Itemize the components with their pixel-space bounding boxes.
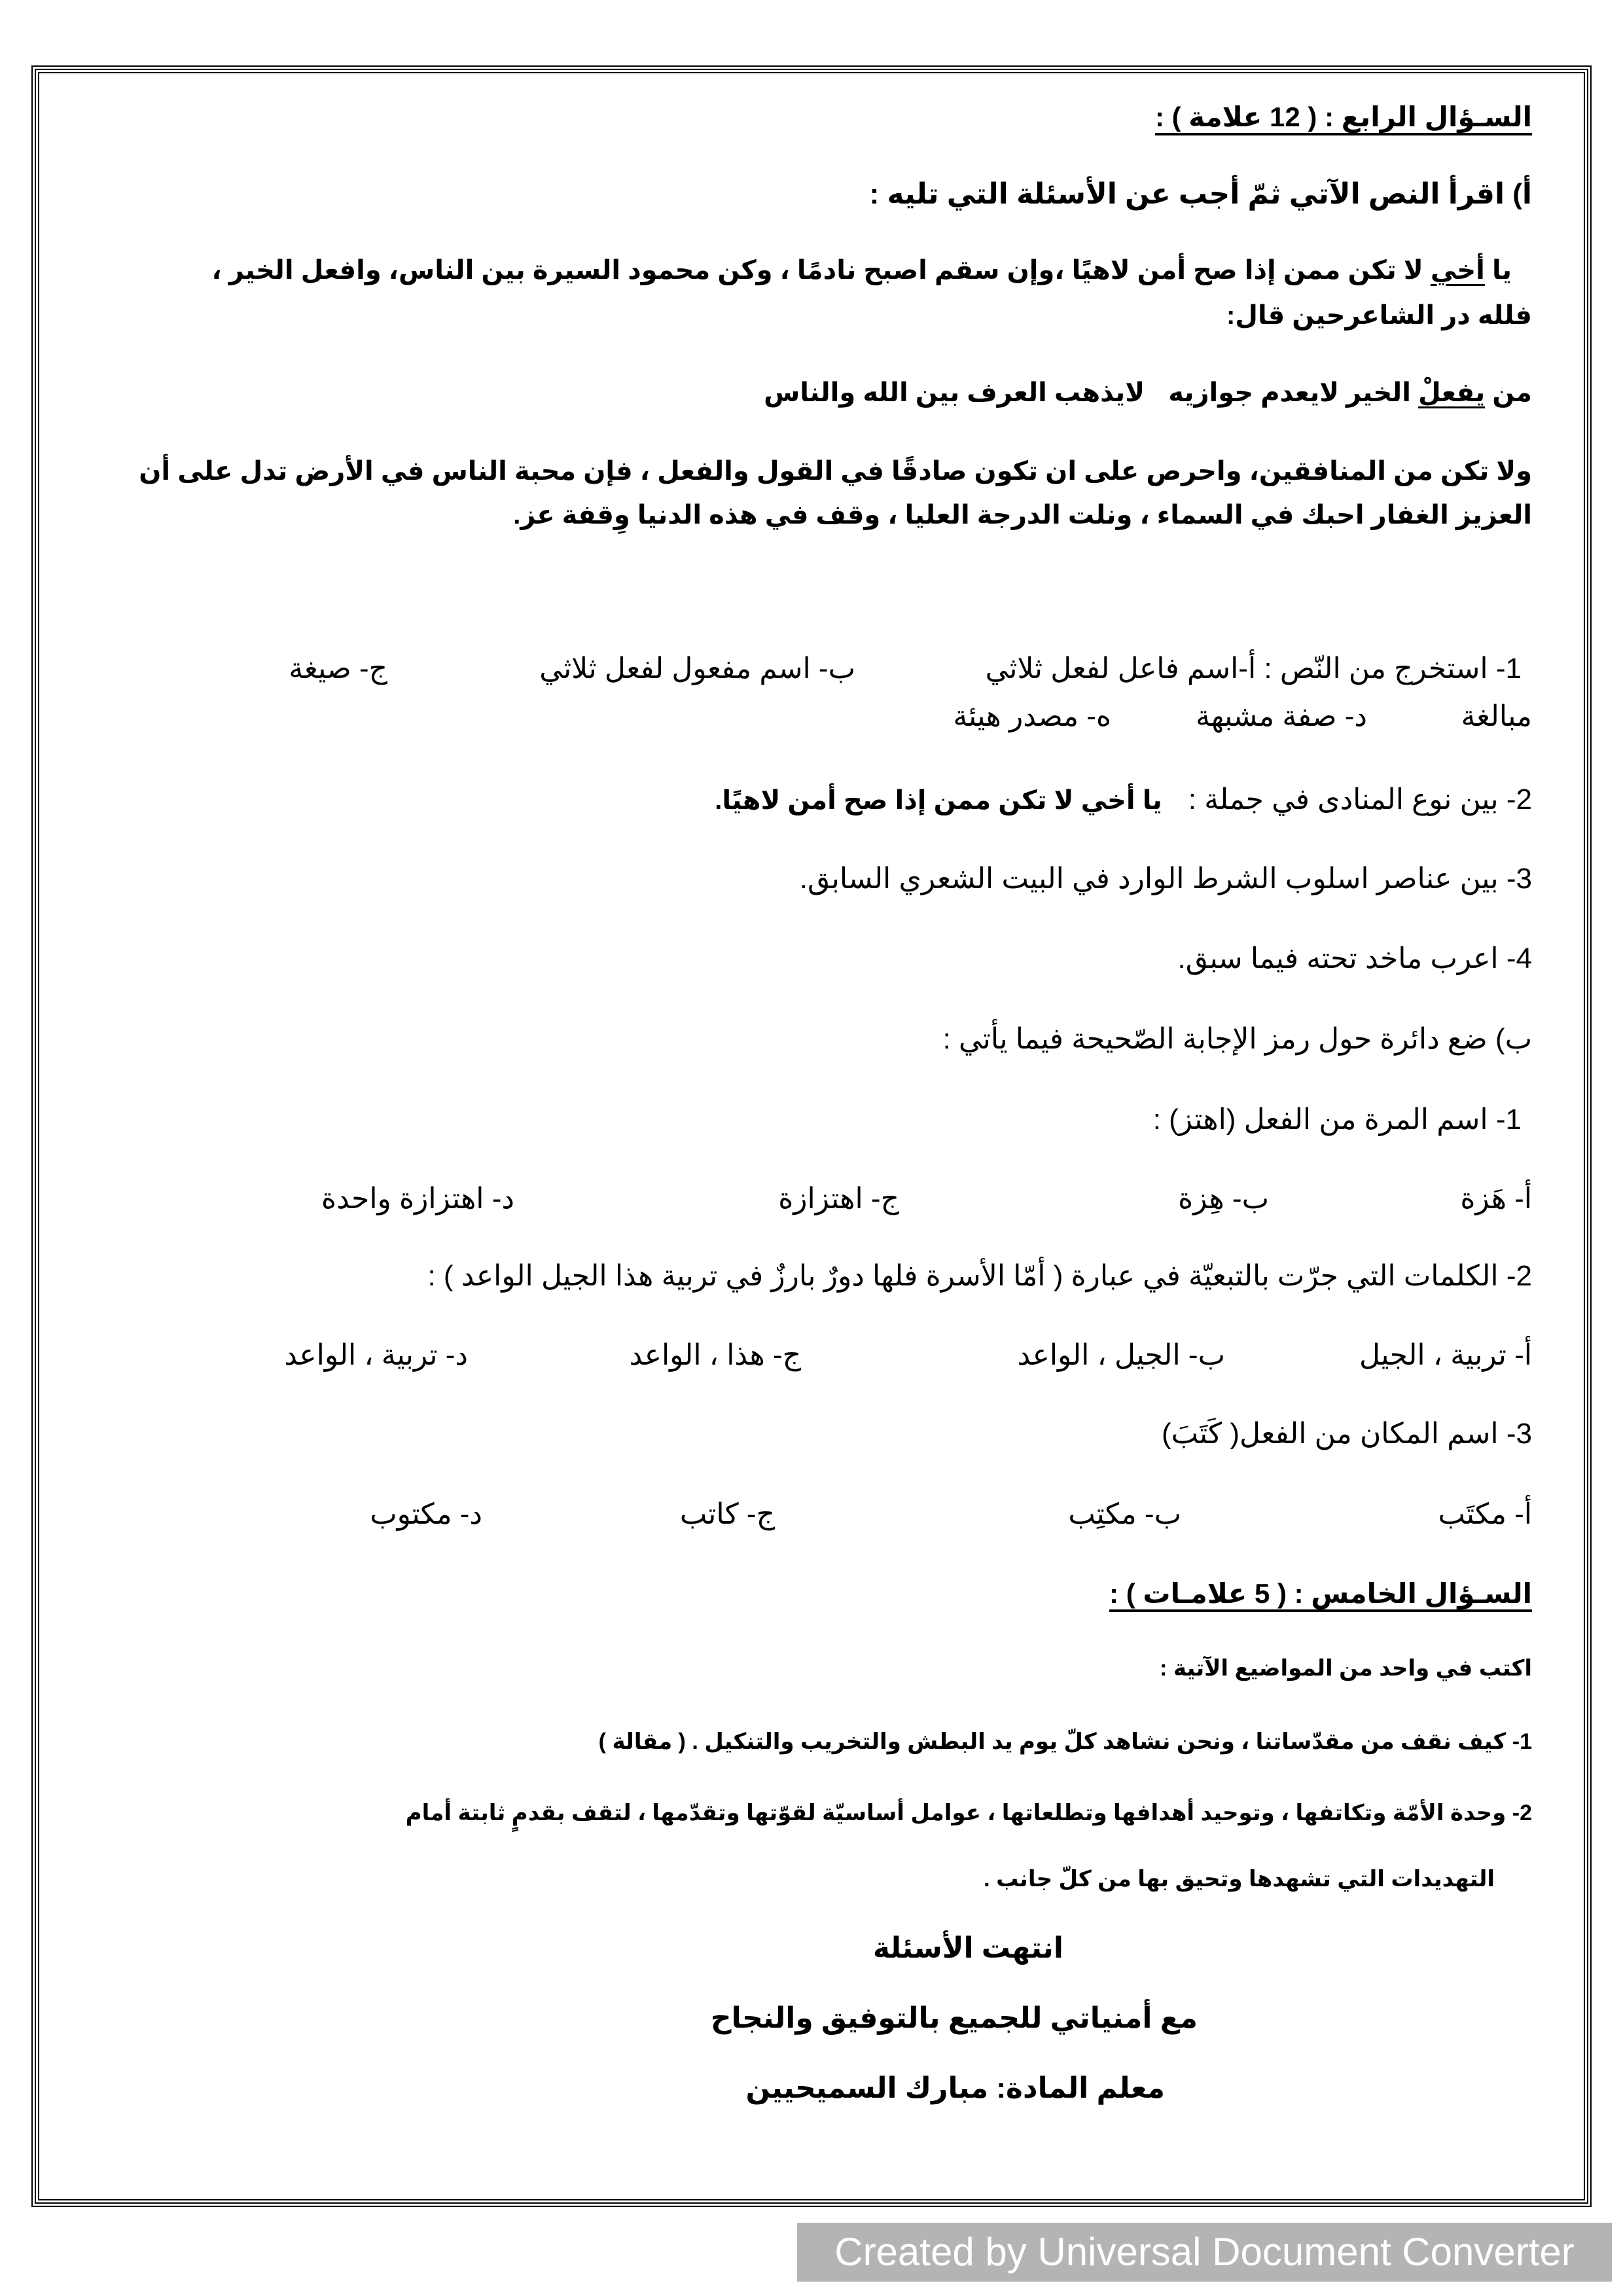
q5-instruction: اكتب في واحد من المواضيع الآتية : xyxy=(1160,1656,1532,1681)
mc2-option-d: د- تربية ، الواعد xyxy=(284,1339,468,1371)
mc3-option-b: ب- مكتِب xyxy=(1068,1498,1181,1530)
part-a-instruction: أ) اقرأ النص الآتي ثمّ أجب عن الأسئلة التي تليه : xyxy=(869,178,1532,210)
verse-hemistich-2: لايذهب العرف بين الله والناس xyxy=(764,378,1145,407)
verse-text: من xyxy=(1485,378,1532,407)
passage-line-2: فلله در الشاعرحين قال: xyxy=(1226,301,1532,330)
q1-stem: 1- استخرج من النّص : أ-اسم فاعل لفعل ثلاثي xyxy=(985,653,1522,685)
q5-topic-2-line-2: التهديدات التي تشهدها وتحيق بها من كلّ جانب . xyxy=(984,1867,1495,1892)
q5-title: السـؤال الخامس : ( 5 علامـات ) : xyxy=(1109,1578,1532,1609)
mc3-option-c: ج- كاتب xyxy=(679,1498,775,1530)
q5-topic-1: 1- كيف نقف من مقدّساتنا ، ونحن نشاهد كلّ يوم يد البطش والتخريب والتنكيل . ( مقالة ) xyxy=(598,1729,1532,1754)
q1-option-e: ه- مصدر هيئة xyxy=(953,700,1111,732)
q4-stem: 4- اعرب ماخد تحته فيما سبق. xyxy=(1177,942,1532,975)
teacher-name: معلم المادة: مبارك السميحيين xyxy=(745,2072,1165,2104)
passage-text: يا xyxy=(1484,256,1512,285)
q3-stem: 3- بين عناصر اسلوب الشرط الوارد في البيت الشعري السابق. xyxy=(799,863,1532,895)
mc2-question: 2- الكلمات التي جرّت بالتبعيّة في عبارة ( أمّا الأسرة فلها دورٌ بارزٌ في تربية هذا الجيل الواعد ) : xyxy=(427,1260,1532,1292)
mc1-option-c: ج- اهتزازة xyxy=(778,1183,899,1215)
passage-line-3: ولا تكن من المنافقين، واحرص على ان تكون صادقًا في القول والفعل ، فإن محبة الناس في الأرض تدل على أن xyxy=(139,457,1532,486)
mc2-option-c: ج- هذا ، الواعد xyxy=(629,1339,801,1371)
q2-label: 2- بين نوع المنادى في جملة : xyxy=(1188,783,1532,816)
mc3-option-d: د- مكتوب xyxy=(370,1498,482,1530)
q5-topic-2-line-1: 2- وحدة الأمّة وتكاتفها ، وتوحيد أهدافها وتطلعاتها ، عوامل أساسيّة لقوّتها وتقدّمها ، لتقف بقدمٍ ثابتة أمام xyxy=(405,1801,1532,1825)
q4-title: السـؤال الرابع : ( 12 علامة ) : xyxy=(1155,101,1532,132)
part-b-instruction: ب) ضع دائرة حول رمز الإجابة الصّحيحة فيما يأتي : xyxy=(942,1023,1532,1055)
underlined-word: أخي xyxy=(1430,256,1485,285)
watermark: Created by Universal Document Converter xyxy=(797,2223,1612,2282)
passage-text: لا تكن ممن إذا صح أمن لاهيًا ،وإن سقم اصبح نادمًا ، وكن محمود السيرة بين الناس، وافعل الخير ، xyxy=(211,256,1431,285)
mc1-option-b: ب- هِزة xyxy=(1178,1183,1269,1215)
mc2-option-b: ب- الجيل ، الواعد xyxy=(1017,1339,1225,1371)
q2-sentence: يا أخي لا تكن ممن إذا صح أمن لاهيًا. xyxy=(715,786,1162,815)
underlined-word: يفعلْ xyxy=(1418,378,1486,407)
passage-line-4: العزيز الغفار احبك في السماء ، ونلت الدرجة العليا ، وقف في هذه الدنيا وِقفة عز. xyxy=(513,501,1532,529)
q1-option-d: د- صفة مشبهة xyxy=(1196,700,1367,732)
q2-stem xyxy=(715,785,1532,814)
mc2-option-a: أ- تربية ، الجيل xyxy=(1359,1339,1532,1371)
q1-option-c: ج- صيغة xyxy=(289,653,387,685)
q1-option-c-cont: مبالغة xyxy=(1461,700,1532,732)
verse-text: الخير لايعدم جوازيه xyxy=(1168,378,1419,407)
mc3-option-a: أ- مكتَب xyxy=(1438,1498,1532,1530)
wishes: مع أمنياتي للجميع بالتوفيق والنجاح xyxy=(710,2002,1198,2034)
mc1-option-a: أ- هَزة xyxy=(1460,1183,1532,1215)
mc1-question: 1- اسم المرة من الفعل (اهتز) : xyxy=(1152,1103,1522,1136)
mc3-question: 3- اسم المكان من الفعل( كَتَبَ) xyxy=(1162,1418,1532,1450)
passage-line-1 xyxy=(211,257,1512,283)
end-of-questions: انتهت الأسئلة xyxy=(872,1932,1063,1964)
q1-option-b: ب- اسم مفعول لفعل ثلاثي xyxy=(539,653,855,685)
mc1-option-d: د- اهتزازة واحدة xyxy=(321,1183,514,1215)
verse-hemistich-1 xyxy=(1168,380,1532,406)
